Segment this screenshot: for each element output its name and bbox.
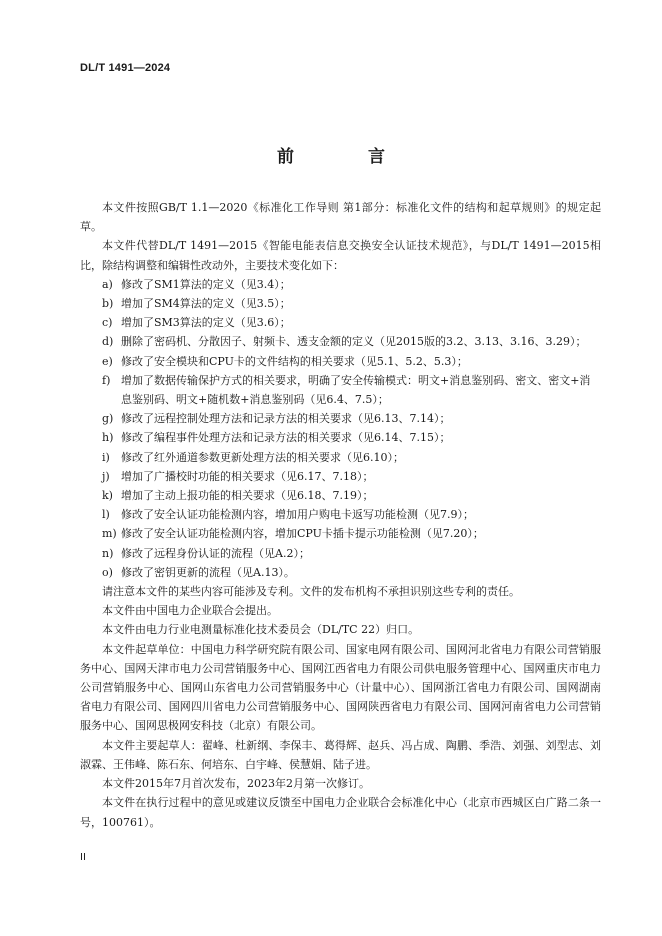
list-item-text: 修改了安全认证功能检测内容，增加用户购电卡返写功能检测（见7.9）；: [121, 508, 474, 522]
list-marker: i): [102, 450, 110, 464]
list-item-text: 修改了安全认证功能检测内容，增加CPU卡插卡提示功能检测（见7.20）；: [121, 527, 484, 541]
list-marker: n): [102, 546, 114, 560]
list-item-text: 增加了广播校时功能的相关要求（见6.17、7.18）；: [121, 469, 374, 483]
list-item: [80, 428, 601, 447]
list-item-text: 修改了编程事件处理方法和记录方法的相关要求（见6.14、7.15）；: [121, 431, 451, 445]
page-number: II: [80, 852, 86, 863]
list-item: [80, 313, 601, 332]
paragraph: 本文件按照GB/T 1.1—2020《标准化工作导则 第1部分：标准化文件的结构和起草规则》的规定起草。: [80, 201, 601, 234]
proposer: 本文件由中国电力企业联合会提出。: [102, 604, 278, 618]
list-marker: d): [102, 335, 114, 349]
patent-notice: 请注意本文件的某些内容可能涉及专利。文件的发布机构不承担识别这些专利的责任。: [102, 585, 520, 599]
list-item-text: 增加了SM4算法的定义（见3.5）；: [121, 297, 291, 311]
paragraph: 本文件代替DL/T 1491—2015《智能电能表信息交换安全认证技术规范》，与DL/T 1491—2015相比，除结构调整和编辑性改动外，主要技术变化如下：: [80, 239, 601, 272]
list-item-text: 增加了SM3算法的定义（见3.6）；: [121, 316, 291, 330]
drafting-units: 本文件起草单位：中国电力科学研究院有限公司、国家电网有限公司、国网河北省电力有限公司营销服务中心、国网天津市电力公司营销服务中心、国网江西省电力有限公司供电服务管理中心、国网重庆市电力公司营销服务中心、国网山东省电力公司营销服务中心（计量中心）、国网浙江省电力有限公司、国网湖南省电力有限公司、国网四川省电力公司营销服务中心、国网陕西省电力有限公司、国网河南省电力公司营销服务中心、国网思极网安科技（北京）有限公司。: [80, 642, 601, 733]
list-marker: h): [102, 431, 114, 445]
list-item: [80, 332, 601, 351]
list-item-text: 修改了红外通道参数更新处理方法的相关要求（见6.10）；: [121, 450, 404, 464]
standard-code: DL/T 1491—2024: [80, 62, 171, 74]
list-item: [80, 467, 601, 486]
list-item: [80, 544, 601, 563]
list-marker: g): [102, 412, 114, 426]
list-marker: m): [102, 527, 117, 541]
list-item: [80, 275, 601, 294]
list-item-text: 修改了远程控制处理方法和记录方法的相关要求（见6.13、7.14）；: [121, 412, 451, 426]
changes-list: [80, 275, 601, 582]
list-item-text: 增加了主动上报功能的相关要求（见6.18、7.19）；: [121, 489, 374, 503]
publication-history: 本文件2015年7月首次发布，2023年2月第一次修订。: [102, 777, 370, 791]
list-marker: c): [102, 316, 113, 330]
list-marker: b): [102, 297, 114, 311]
list-item-text: 修改了密钥更新的流程（见A.13）。: [121, 565, 295, 579]
drafters: 本文件主要起草人：翟峰、杜新纲、李保丰、葛得辉、赵兵、冯占成、陶鹏、季浩、刘强、刘型志、刘淑霖、王伟峰、陈石东、何培东、白宇峰、侯慧娟、陆子进。: [80, 738, 601, 771]
list-item: [80, 563, 601, 582]
list-item: [80, 524, 601, 543]
list-marker: l): [102, 508, 110, 522]
list-item: [80, 371, 601, 409]
list-item-text: 增加了数据传输保护方式的相关要求，明确了安全传输模式：明文+消息鉴别码、密文、密文+消息鉴别码、明文+随机数+消息鉴别码（见6.4、7.5）；: [121, 373, 591, 407]
list-item: [80, 409, 601, 428]
list-item: [80, 352, 601, 371]
list-item: [80, 505, 601, 524]
list-item-text: 修改了SM1算法的定义（见3.4）；: [121, 277, 291, 291]
list-item-text: 修改了远程身份认证的流程（见A.2）；: [121, 546, 310, 560]
list-item: [80, 294, 601, 313]
list-item-text: 修改了安全模块和CPU卡的文件结构的相关要求（见5.1、5.2、5.3）；: [121, 354, 468, 368]
list-item-text: 删除了密码机、分散因子、射频卡、透支金额的定义（见2015版的3.2、3.13、3.16、3.29）；: [121, 335, 587, 349]
list-marker: e): [102, 354, 113, 368]
list-marker: k): [102, 489, 113, 503]
list-marker: a): [102, 277, 113, 291]
page-title: 前 言: [277, 147, 419, 167]
list-marker: j): [102, 469, 110, 483]
list-item: [80, 448, 601, 467]
foreword-body: [80, 198, 601, 832]
list-item: [80, 486, 601, 505]
committee: 本文件由电力行业电测量标准化技术委员会（DL/TC 22）归口。: [102, 623, 420, 637]
list-marker: o): [102, 565, 113, 579]
feedback-contact: 本文件在执行过程中的意见或建议反馈至中国电力企业联合会标准化中心（北京市西城区白广路二条一号，100761）。: [80, 796, 601, 829]
list-marker: f): [102, 373, 111, 387]
